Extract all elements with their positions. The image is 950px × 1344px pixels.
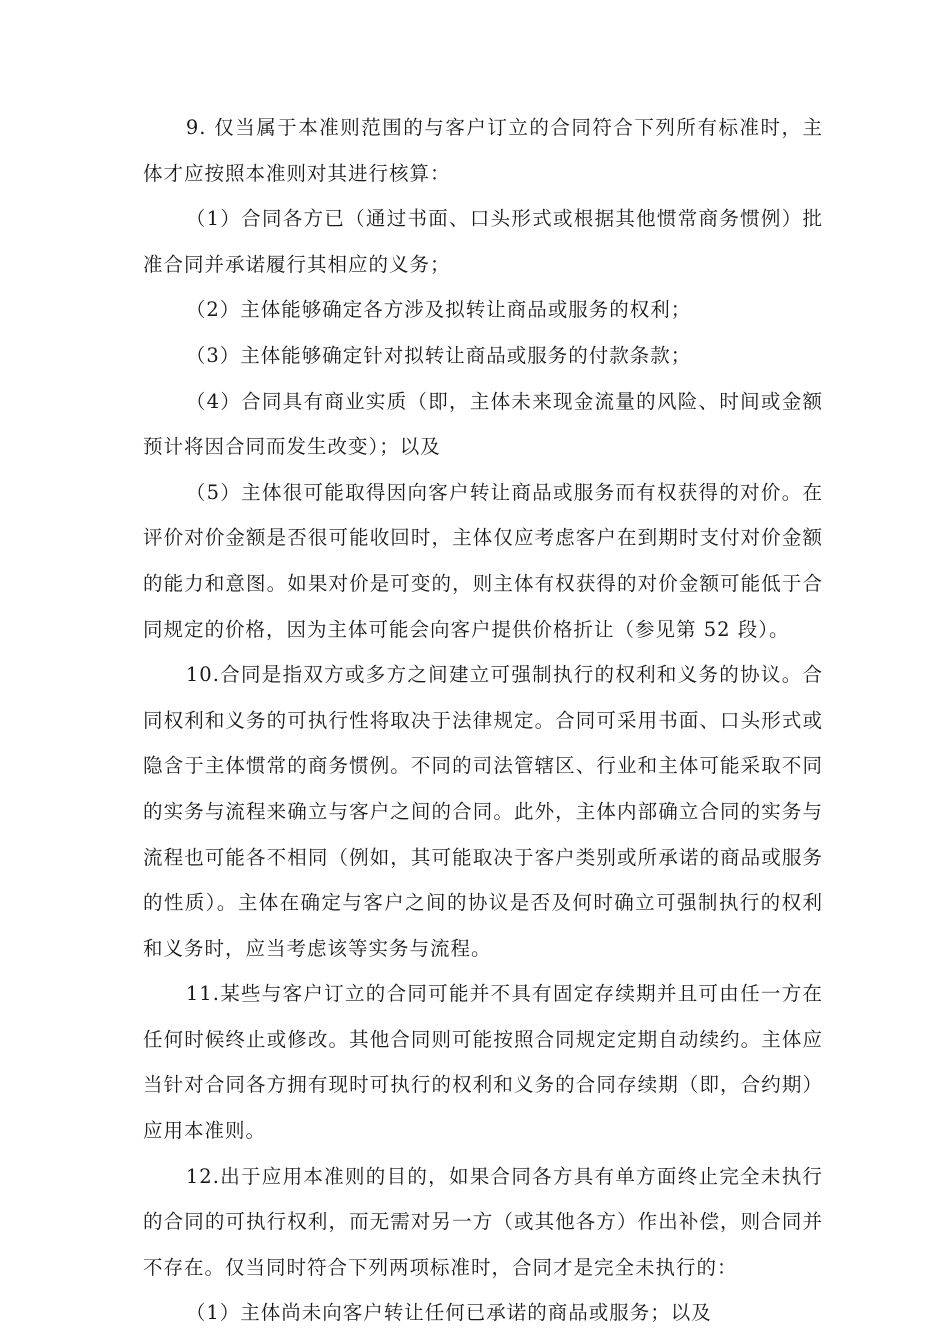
document-body (143, 105, 823, 1336)
paragraph-9-item-4: （4）合同具有商业实质（即，主体未来现金流量的风险、时间或金额预计将因合同而发生改变）；以及 (143, 389, 823, 459)
paragraph-9-item-1: （1）合同各方已（通过书面、口头形式或根据其他惯常商务惯例）批准合同并承诺履行其相应的义务； (143, 207, 823, 276)
paragraph-12: 12.出于应用本准则的目的，如果合同各方具有单方面终止完全未执行的合同的可执行权利，而无需对另一方（或其他各方）作出补偿，则合同并不存在。仅当同时符合下列两项标准时，合同才是完全未执行的： (143, 1164, 823, 1279)
paragraph-12-item-1: （1）主体尚未向客户转让任何已承诺的商品或服务；以及 (185, 1301, 712, 1325)
paragraph-9-item-3: （3）主体能够确定针对拟转让商品或服务的付款条款； (185, 343, 692, 367)
paragraph-11: 11.某些与客户订立的合同可能并不具有固定存续期并且可由任一方在任何时候终止或修改。其他合同则可能按照合同规定定期自动续约。主体应当针对合同各方拥有现时可执行的权利和义务的合同存续期（即，合约期）应用本准则。 (143, 982, 823, 1143)
paragraph-10: 10.合同是指双方或多方之间建立可强制执行的权利和义务的协议。合同权利和义务的可执行性将取决于法律规定。合同可采用书面、口头形式或隐含于主体惯常的商务惯例。不同的司法管辖区、行业和主体可能采取不同的实务与流程来确立与客户之间的合同。此外，主体内部确立合同的实务与流程也可能各不相同（例如，其可能取决于客户类别或所承诺的商品或服务的性质）。主体在确定与客户之间的协议是否及何时确立可强制执行的权利和义务时，应当考虑该等实务与流程。 (143, 663, 823, 960)
paragraph-9-item-5: （5）主体很可能取得因向客户转让商品或服务而有权获得的对价。在评价对价金额是否很可能收回时，主体仅应考虑客户在到期时支付对价金额的能力和意图。如果对价是可变的，则主体有权获得的对价金额可能低于合同规定的价格，因为主体可能会向客户提供价格折让（参见第 52 段）。 (143, 480, 823, 641)
paragraph-9: 9. 仅当属于本准则范围的与客户订立的合同符合下列所有标准时，主体才应按照本准则对其进行核算： (143, 116, 823, 185)
paragraph-9-item-2: （2）主体能够确定各方涉及拟转让商品或服务的权利； (185, 298, 692, 322)
